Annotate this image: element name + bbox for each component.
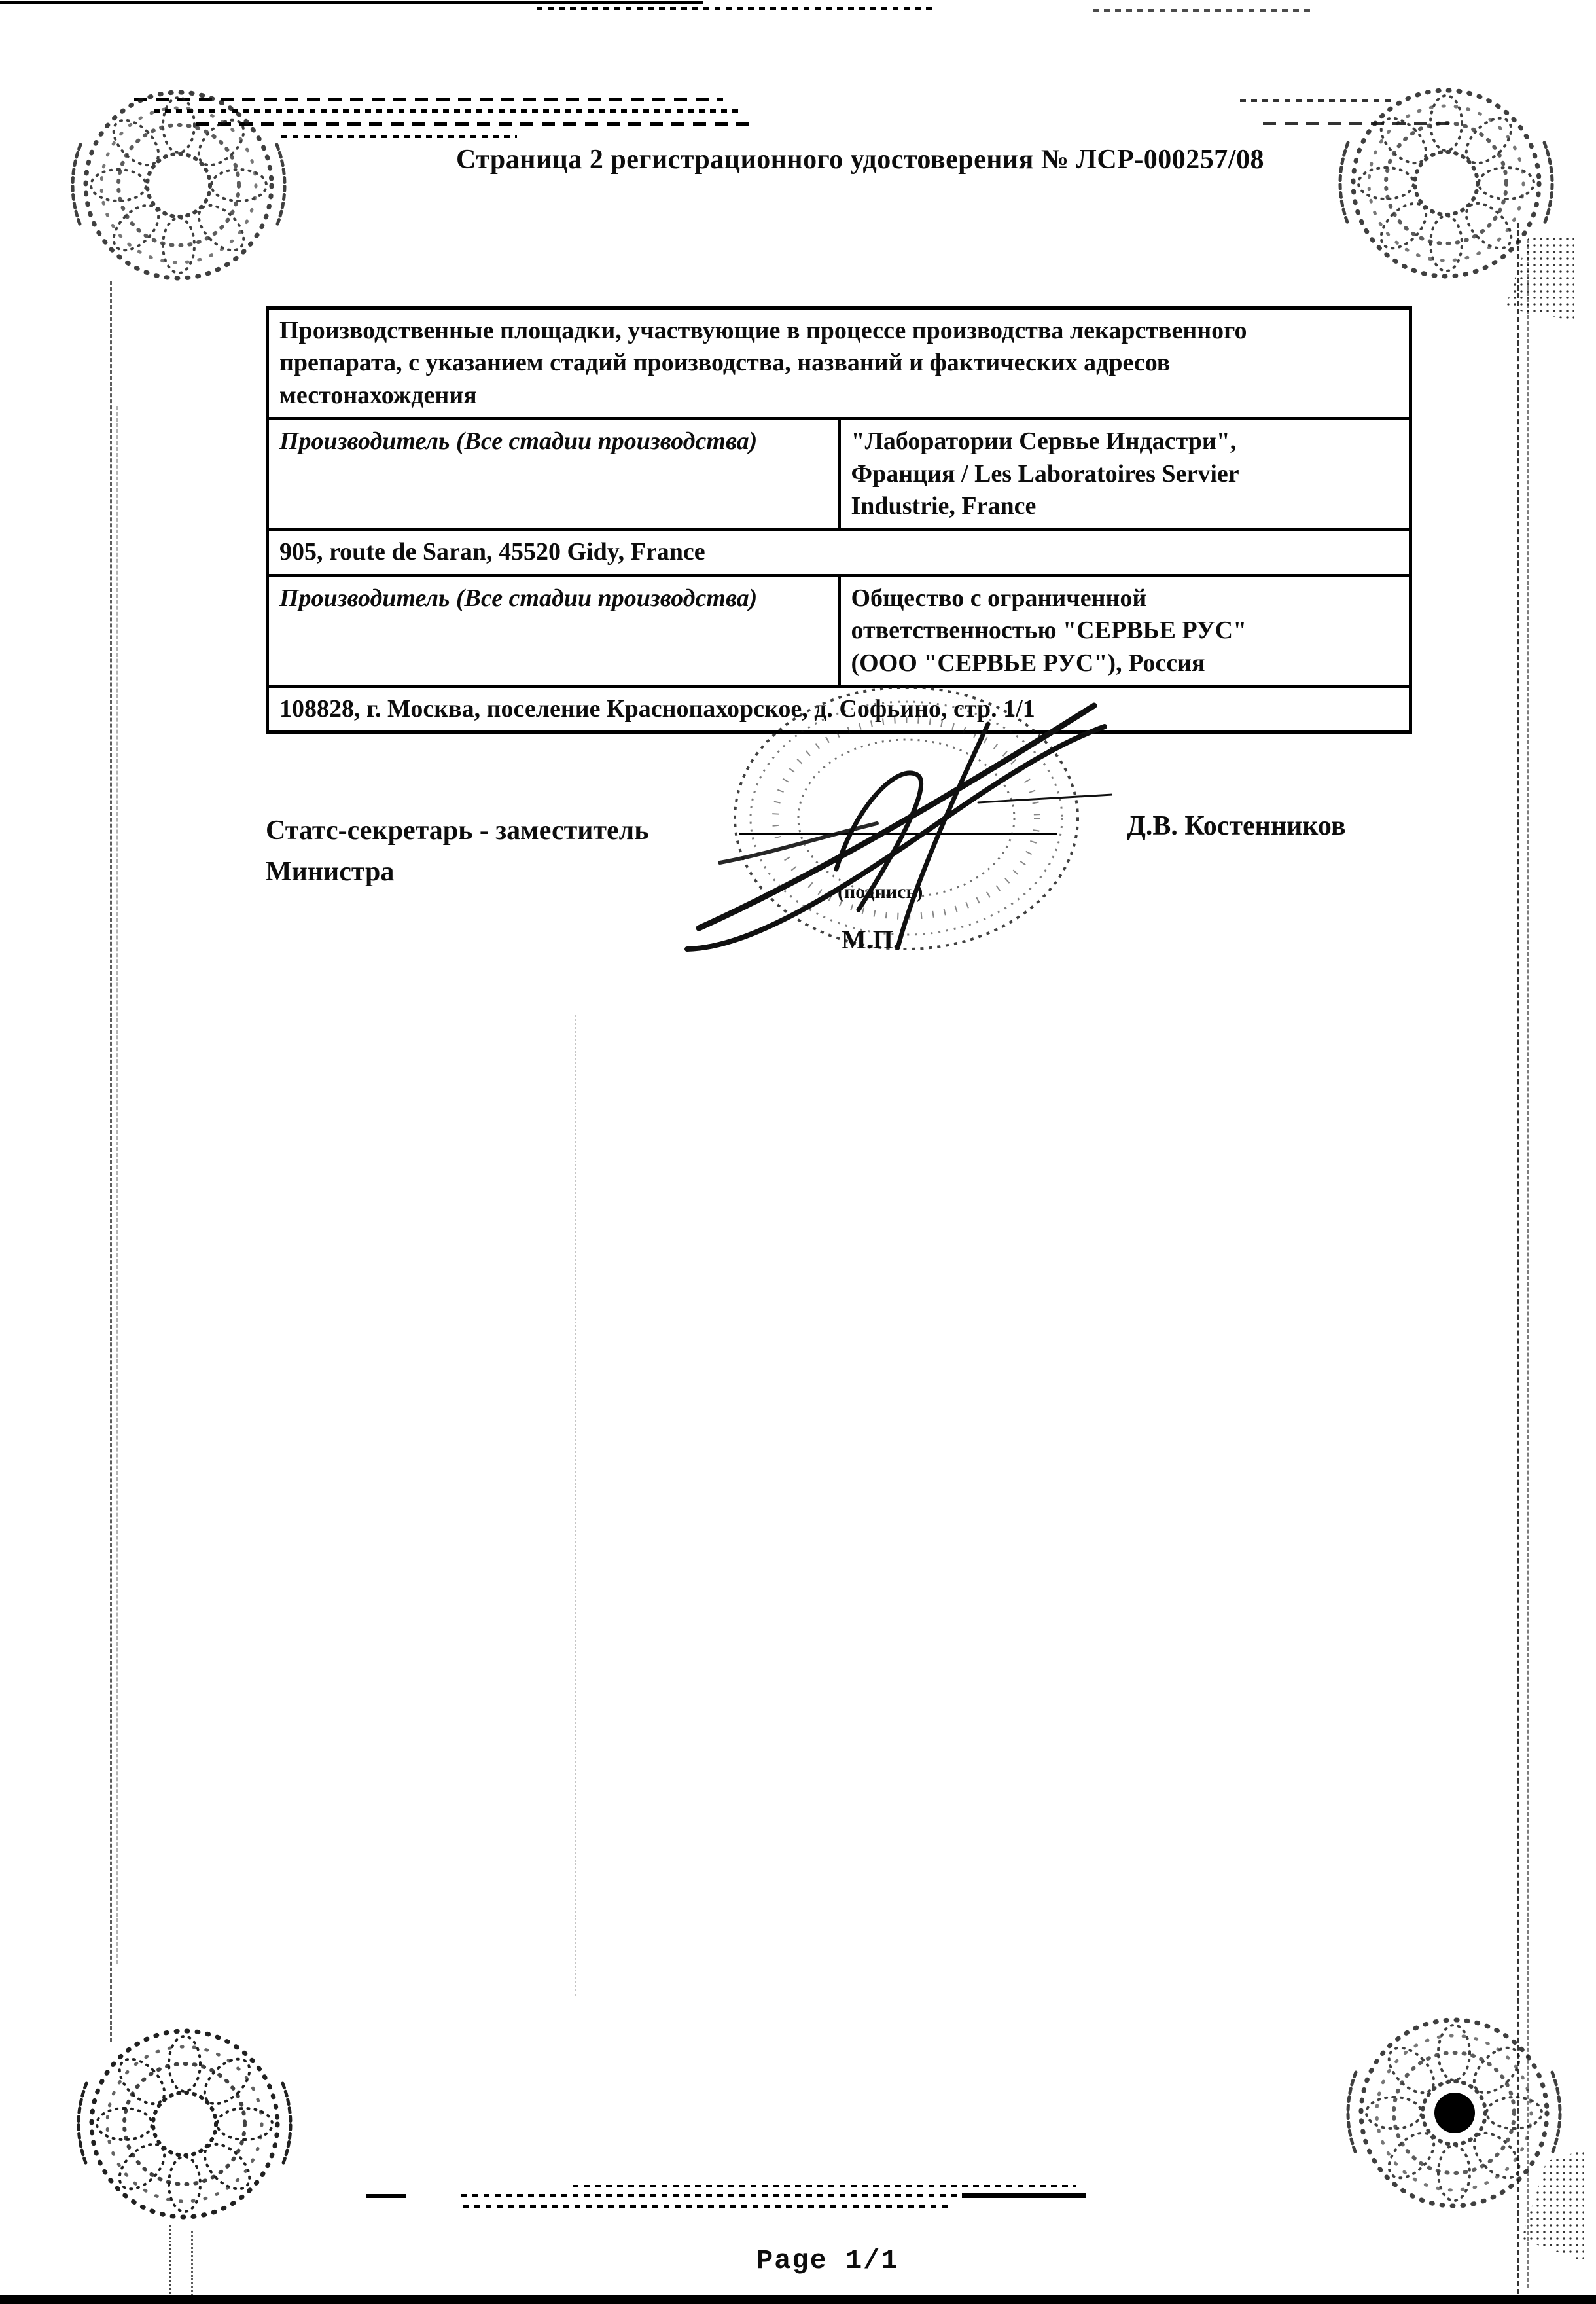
dotted-strip-bottom-left	[169, 2225, 171, 2297]
scan-noise-streak	[463, 2205, 948, 2208]
left-margin-line-echo	[116, 406, 118, 1964]
producer-label-2: Производитель (Все стадии производства)	[268, 575, 840, 686]
scan-noise-streak	[962, 2193, 1086, 2198]
table-row	[268, 419, 1411, 530]
center-speckle-trail	[575, 1015, 576, 1996]
scan-top-edge-line	[0, 1, 703, 4]
table-row	[268, 308, 1411, 419]
signatory-name: Д.В. Костенников	[1127, 811, 1346, 841]
page-number: Page 1/1	[756, 2245, 899, 2277]
guilloche-rosette-bottom-left	[67, 2006, 302, 2242]
scan-noise-streak	[573, 2185, 1076, 2187]
scan-bottom-edge-bar	[0, 2295, 1596, 2304]
table-header-text: Производственные площадки, участвующие в процессе производства лекарственного препарата, с указанием стадий производства, названий и фактических адресов местонахождения	[279, 317, 1247, 409]
signature-caption: (подпись)	[838, 881, 923, 903]
table-header-cell	[268, 308, 1411, 419]
left-margin-line	[110, 281, 112, 2042]
punch-hole-dot	[1434, 2093, 1475, 2133]
scan-noise-streak	[281, 135, 517, 138]
table-row	[268, 530, 1411, 575]
seal-place-mark: М.П.	[842, 925, 900, 954]
producer-label-1: Производитель (Все стадии производства)	[268, 419, 840, 530]
producer-value-2-text: Общество с ограниченной ответственностью "СЕРВЬЕ РУС" (ООО "СЕРВЬЕ РУС"), Россия	[851, 584, 1247, 677]
page-title: Страница 2 регистрационного удостоверения № ЛСР-000257/08	[456, 145, 1264, 175]
dotted-strip-bottom-left	[191, 2231, 193, 2296]
scan-top-dash-segment	[537, 7, 937, 10]
producer-address-1: 905, route de Saran, 45520 Gidy, France	[268, 530, 1411, 575]
guilloche-rosette-top-left	[61, 67, 296, 303]
handwritten-signature	[687, 706, 1112, 949]
producer-value-1	[839, 419, 1411, 530]
producer-address-2: 108828, г. Москва, поселение Краснопахорское, д. Софьино, стр. 1/1	[268, 686, 1411, 732]
scan-noise-streak	[366, 2194, 406, 2198]
signatory-title: Статс-секретарь - заместитель Министра	[266, 816, 649, 887]
right-margin-line	[1517, 223, 1519, 2294]
official-stamp	[681, 666, 1112, 974]
scan-top-dash-segment-right	[1093, 9, 1315, 12]
producer-value-1-text: "Лаборатории Сервье Индастри", Франция / Les Laboratoires Servier Industrie, France	[851, 427, 1239, 520]
right-margin-line-echo	[1527, 239, 1529, 2288]
